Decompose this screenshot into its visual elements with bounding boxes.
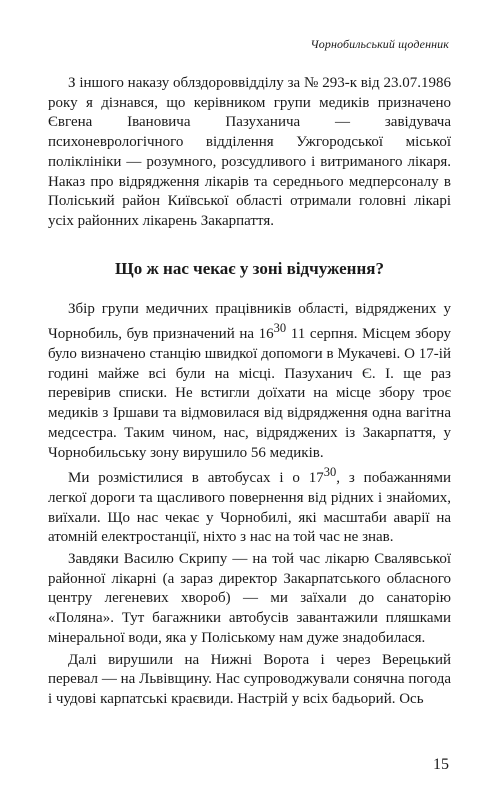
time-minutes-superscript: 30	[323, 465, 337, 480]
paragraph-1: З іншого наказу облздороввідділу за № 293-к від 23.07.1986 року я дізнався, що керівником групи медиків призначено Євгена Івановича Пазуханича — завідувача психоневрологічного відділення Ужгородської міської поліклініки — розумного, розсудливого і витриманого лікаря. Наказ про відрядження лікарів та середнього медперсоналу в Поліський район Київської області отримали головні лікарі усіх районних лікарень Закарпаття.	[48, 75, 451, 229]
running-header: Чорнобильський щоденник	[310, 37, 449, 51]
paragraph-4: Завдяки Василю Скрипу — на той час лікарю Свалявської районної лікарні (а зараз директор Закарпатського обласного центру легеневих хвороб) — ми заїхали до санаторію «Поляна». Тут багажники автобусів завантажили пляшками мінеральної води, яка у Поліському нам дуже знадобилася.	[48, 551, 451, 646]
paragraph-3: Ми розмістилися в автобусах і о $17^{30}$, з побажаннями легкої дороги та щасливого повернення від рідних і знайомих, виїхали. Що нас чекає у Чорнобилі, які масштаби аварії на атомній електростанції, ніхто з нас на той час не знав.	[48, 465, 451, 546]
paragraph-2: Збір групи медичних працівників області, відряджених у Чорнобиль, був призначений на $16^{30}$ 11 серпня. Місцем збору було визначено станцію швидкої допомоги в Мукачеві. О 17-ій годині майже всі були на місці. Пазуханич Є. І. ще раз перевірив списки. Не встигли доїхати на місце збору троє медиків з Іршави та відмовилася від відрядження одна вагітна медсестра. Таким чином, нас, відряджених із Закарпаття, у Чорнобильську зону вирушило 56 медиків.	[48, 300, 451, 461]
time-minutes-superscript: 30	[273, 321, 287, 336]
paragraph-5: Далі вирушили на Нижні Ворота і через Верецький перевал — на Львівщину. Нас супроводжували сонячна погода і чудові карпатські краєвиди. Настрій у всіх бадьорий. Ось	[48, 651, 451, 707]
page-body	[48, 74, 451, 710]
page-number: 15	[433, 756, 449, 773]
section-heading: Що ж нас чекає у зоні відчуження?	[115, 258, 384, 278]
